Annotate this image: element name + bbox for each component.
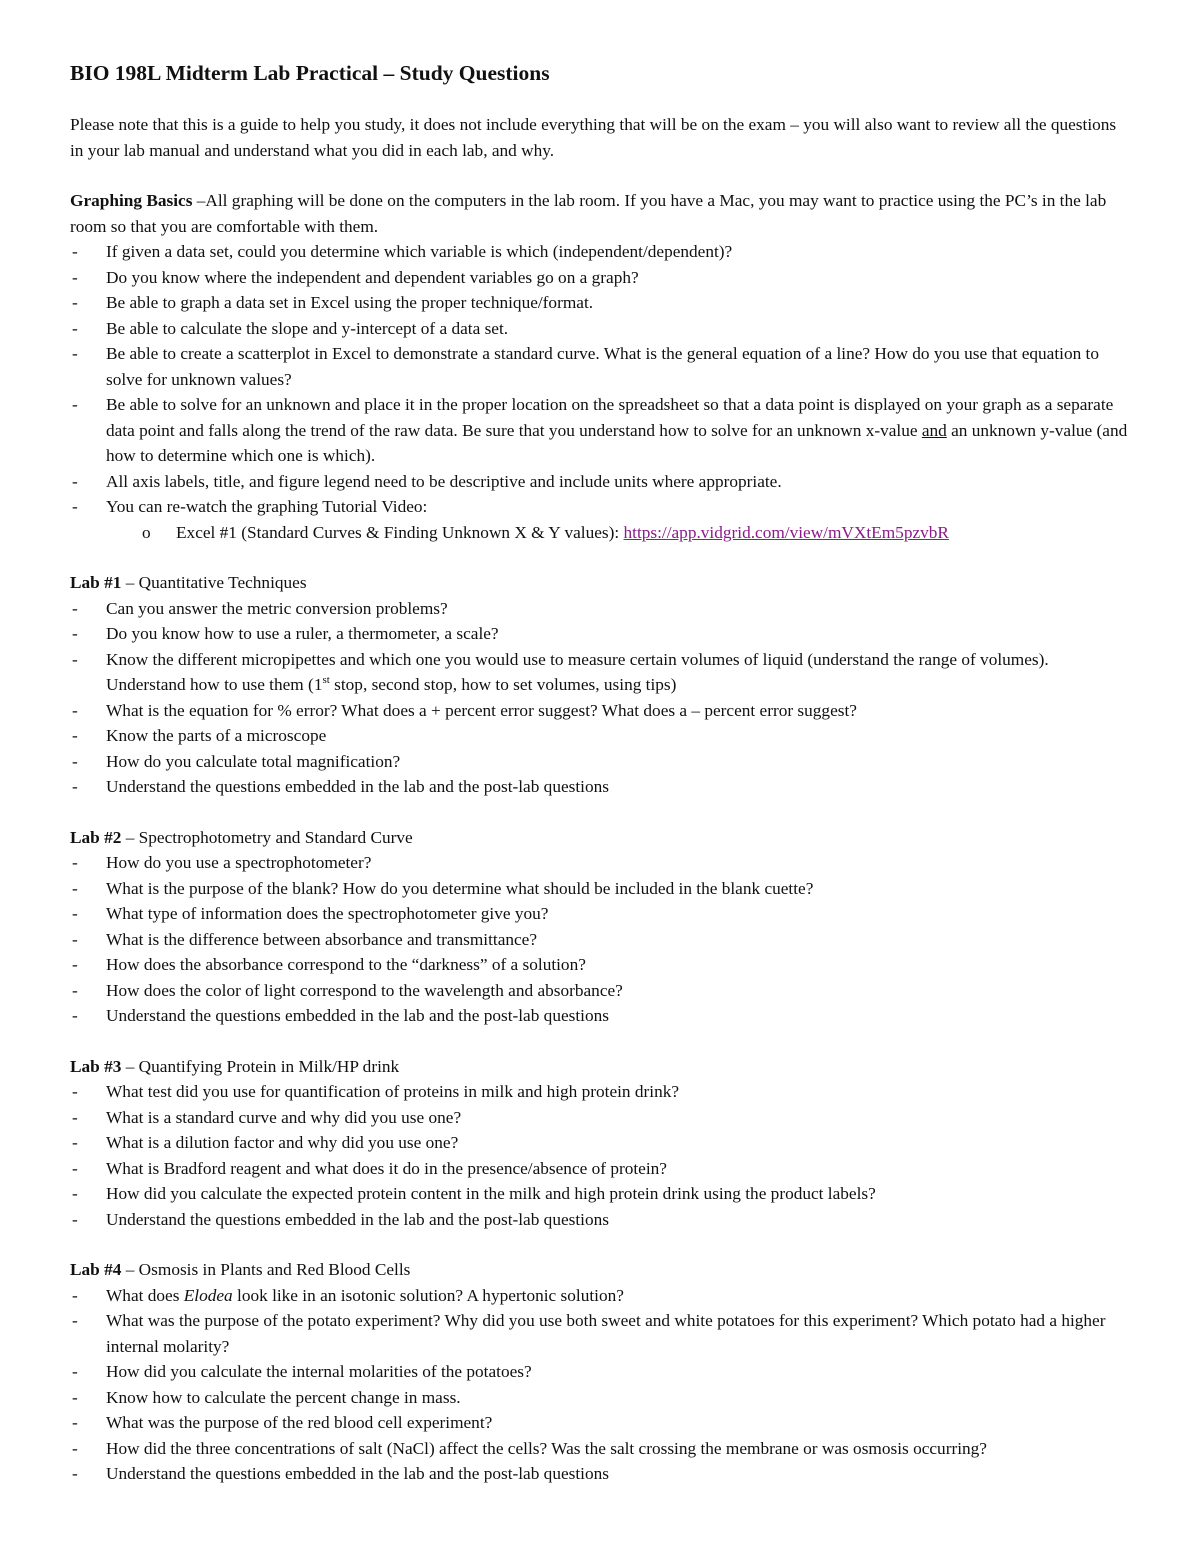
list-item: - Know the parts of a microscope (70, 723, 1130, 749)
list-item: - What is a standard curve and why did you use one? (70, 1105, 1130, 1131)
list-item: - What was the purpose of the potato experiment? Why did you use both sweet and white potatoes for this experiment? Which potato had a higher internal molarity? (70, 1308, 1130, 1359)
section-lab1 (70, 570, 1130, 800)
list-item: - Can you answer the metric conversion problems? (70, 596, 1130, 622)
section-subtitle: – Quantitative Techniques (121, 573, 307, 592)
section-intro: –All graphing will be done on the computers in the lab room. If you have a Mac, you may want to practice using the PC’s in the lab room so that you are comfortable with them. (70, 191, 1107, 236)
list-item: - How does the color of light correspond to the wavelength and absorbance? (70, 978, 1130, 1004)
intro-paragraph: Please note that this is a guide to help you study, it does not include everything that will be on the exam – you will also want to review all the questions in your lab manual and understand what you did in each lab, and why. (70, 115, 1117, 160)
lab4-list (70, 1283, 1130, 1487)
section-lab4 (70, 1257, 1130, 1487)
list-item (70, 1283, 1130, 1309)
section-subtitle: – Quantifying Protein in Milk/HP drink (121, 1056, 400, 1076)
list-item: - How does the absorbance correspond to the “darkness” of a solution? (70, 952, 1130, 978)
page-title: BIO 198L Midterm Lab Practical – Study Questions (70, 61, 550, 85)
graphing-heading-line (70, 188, 1130, 239)
list-item-text: Be able to solve for an unknown and place it in the proper location on the spreadsheet so that a data point is displayed on your graph as a separate data point and falls along the trend of the raw data. Be sure that you understand how to solve for an unknown x-value (106, 395, 1114, 440)
list-item: - Understand the questions embedded in the lab and the post-lab questions (70, 1207, 1130, 1233)
list-item-text: You can re-watch the graphing Tutorial Video: (106, 497, 428, 516)
superscript: st (322, 674, 330, 687)
list-item (70, 392, 1130, 469)
list-item: - If given a data set, could you determine which variable is which (independent/dependent)? (70, 239, 1130, 265)
list-item: - How do you use a spectrophotometer? (70, 850, 1130, 876)
section-heading: Lab #3 (70, 1056, 122, 1076)
list-item: - What is the purpose of the blank? How do you determine what should be included in the blank cuette? (70, 876, 1130, 902)
list-item: - Be able to calculate the slope and y-intercept of a data set. (70, 316, 1130, 342)
list-item: - What is the difference between absorbance and transmittance? (70, 927, 1130, 953)
list-item: - Do you know where the independent and dependent variables go on a graph? (70, 265, 1130, 291)
list-item: - How did you calculate the expected protein content in the milk and high protein drink using the product labels? (70, 1181, 1130, 1207)
list-item (70, 494, 1130, 545)
list-item: - Be able to create a scatterplot in Excel to demonstrate a standard curve. What is the general equation of a line? How do you use that equation to solve for unknown values? (70, 341, 1130, 392)
list-item (70, 647, 1130, 698)
section-lab2 (70, 825, 1130, 1029)
section-heading: Lab #2 (70, 827, 122, 847)
section-subtitle: – Osmosis in Plants and Red Blood Cells (121, 1260, 411, 1279)
list-item: - Understand the questions embedded in the lab and the post-lab questions (70, 1003, 1130, 1029)
tutorial-video-link[interactable]: https://app.vidgrid.com/view/mVXtEm5pzvbR (623, 522, 949, 542)
section-subtitle: – Spectrophotometry and Standard Curve (121, 827, 413, 847)
list-item-text: What does (106, 1285, 184, 1305)
list-item: - Know how to calculate the percent change in mass. (70, 1385, 1130, 1411)
video-label: Excel #1 (Standard Curves & Finding Unknown X & Y values): (176, 522, 624, 542)
list-item: - What test did you use for quantification of proteins in milk and high protein drink? (70, 1079, 1130, 1105)
list-item: - What type of information does the spectrophotometer give you? (70, 901, 1130, 927)
list-item: - What was the purpose of the red blood cell experiment? (70, 1410, 1130, 1436)
list-item: - Understand the questions embedded in the lab and the post-lab questions (70, 1461, 1130, 1487)
italic-term: Elodea (183, 1285, 233, 1305)
lab2-list (70, 850, 1130, 1029)
section-graphing (70, 188, 1130, 545)
list-item: - What is the equation for % error? What does a + percent error suggest? What does a – percent error suggest? (70, 698, 1130, 724)
list-item: - What is Bradford reagent and what does it do in the presence/absence of protein? (70, 1156, 1130, 1182)
graphing-list (70, 239, 1130, 545)
lab4-heading-line (70, 1257, 1130, 1283)
lab1-list (70, 596, 1130, 800)
list-item: - Do you know how to use a ruler, a thermometer, a scale? (70, 621, 1130, 647)
lab3-heading-line (70, 1054, 1130, 1080)
lab2-heading-line (70, 825, 1130, 851)
list-item: - How did you calculate the internal molarities of the potatoes? (70, 1359, 1130, 1385)
lab3-list (70, 1079, 1130, 1232)
list-item: - Understand the questions embedded in the lab and the post-lab questions (70, 774, 1130, 800)
lab1-heading-line (70, 570, 1130, 596)
section-heading: Lab #4 (70, 1260, 122, 1279)
list-item: - All axis labels, title, and figure legend need to be descriptive and include units where appropriate. (70, 469, 1130, 495)
list-item-text: an unknown y-value (and how to determine which one is which). (106, 420, 1128, 465)
section-heading: Graphing Basics (70, 191, 193, 210)
list-item-text: look like in an isotonic solution? A hypertonic solution? (232, 1285, 624, 1305)
video-item (70, 520, 1130, 546)
list-item: - How do you calculate total magnification? (70, 749, 1130, 775)
list-item-text: Know the different micropipettes and which one you would use to measure certain volumes of liquid (understand the range of volumes). Understand how to use them (1 (106, 649, 1049, 694)
list-item-text: stop, second stop, how to set volumes, using tips) (329, 675, 677, 694)
list-item: - Be able to graph a data set in Excel using the proper technique/format. (70, 290, 1130, 316)
list-item: - What is a dilution factor and why did you use one? (70, 1130, 1130, 1156)
list-item: - How did the three concentrations of salt (NaCl) affect the cells? Was the salt crossing the membrane or was osmosis occurring? (70, 1436, 1130, 1462)
video-sublist (70, 520, 1130, 546)
section-heading: Lab #1 (70, 573, 122, 592)
underlined-word: and (921, 420, 947, 440)
section-lab3 (70, 1054, 1130, 1233)
